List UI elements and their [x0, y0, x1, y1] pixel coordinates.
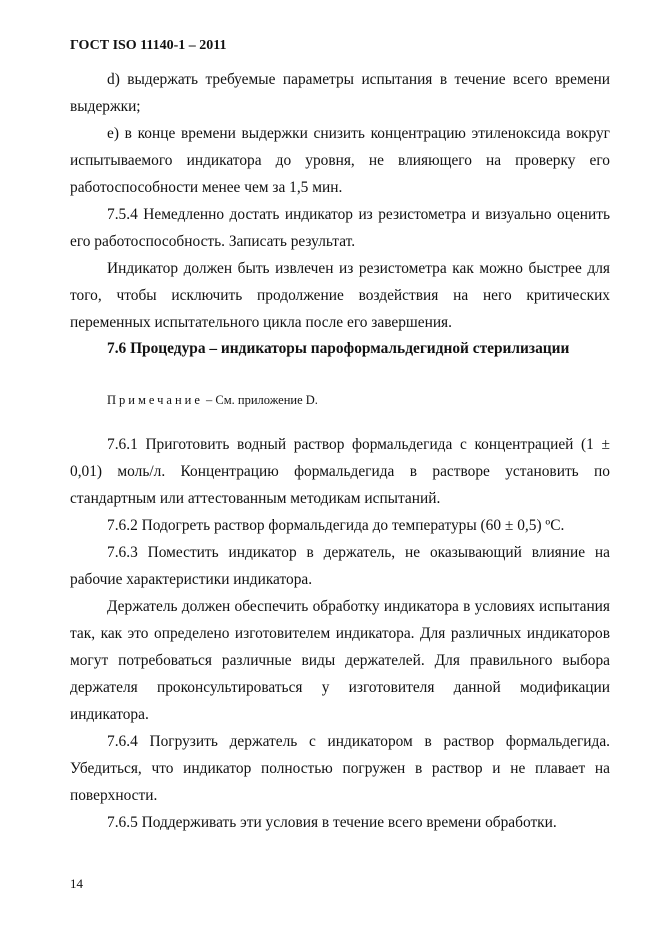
paragraph-7-6-2: 7.6.2 Подогреть раствор формальдегида до температуры (60 ± 0,5) ºС. [107, 517, 565, 534]
note [107, 392, 318, 408]
paragraph-e: е) в конце времени выдержки снизить концентрацию этиленоксида вокруг испытываемого индикатора до уровня, не влияющего на проверку его работоспособности менее чем за 1,5 мин. [70, 125, 610, 196]
document-header: ГОСТ ISO 11140-1 – 2011 [70, 38, 227, 53]
page-number: 14 [70, 876, 83, 891]
section-heading-7-6: 7.6 Процедура – индикаторы пароформальдегидной стерилизации [107, 340, 570, 357]
paragraph-7-6-4: 7.6.4 Погрузить держатель с индикатором в раствор формальдегида. Убедиться, что индикатор полностью погружен в раствор и не плавает на поверхности. [70, 733, 610, 804]
paragraph-7-6-5: 7.6.5 Поддерживать эти условия в течение всего времени обработки. [107, 814, 557, 831]
note-text: – См. приложение D. [202, 393, 318, 407]
paragraph-holder: Держатель должен обеспечить обработку индикатора в условиях испытания так, как это определено изготовителем индикатора. Для различных индикаторов могут потребоваться различные виды держателей. Для правильного выбора держателя проконсультироваться у изготовителя данной модификации индикатора. [70, 598, 610, 723]
paragraph-d: d) выдержать требуемые параметры испытания в течение всего времени выдержки; [70, 71, 610, 115]
paragraph-7-5-4: 7.5.4 Немедленно достать индикатор из резистометра и визуально оценить его работоспособность. Записать результат. [70, 206, 610, 250]
paragraph-7-6-1: 7.6.1 Приготовить водный раствор формальдегида с концентрацией (1 ± 0,01) моль/л. Концентрацию формальдегида в растворе установить по стандартным или аттестованным методикам испытаний. [70, 436, 610, 507]
note-label: Примечание [107, 393, 203, 407]
paragraph-indicator-removal: Индикатор должен быть извлечен из резистометра как можно быстрее для того, чтобы исключить продолжение воздействия на него критических переменных испытательного цикла после его завершения. [70, 260, 610, 331]
paragraph-7-6-3: 7.6.3 Поместить индикатор в держатель, не оказывающий влияние на рабочие характеристики индикатора. [70, 544, 610, 588]
